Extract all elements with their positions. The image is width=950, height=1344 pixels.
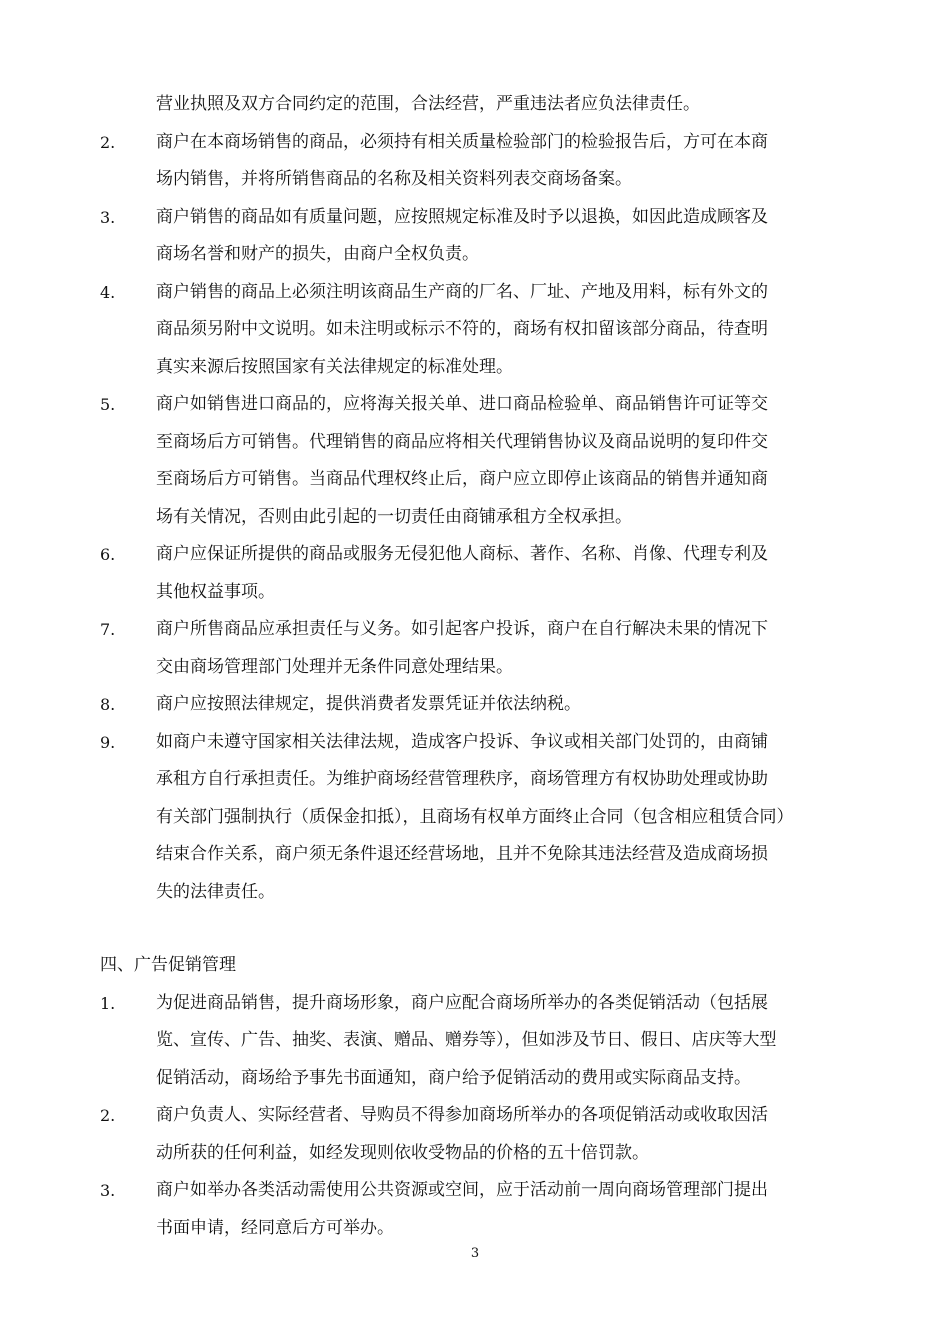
item-number: 4. xyxy=(100,282,116,302)
item-number: 2. xyxy=(100,132,116,152)
item-text xyxy=(156,199,852,274)
text-line: 商户如举办各类活动需使用公共资源或空间，应于活动前一周向商场管理部门提出 xyxy=(156,1180,768,1200)
item-number: 7. xyxy=(100,620,116,639)
text-line: 商场名誉和财产的损失，由商户全权负责。 xyxy=(156,244,479,264)
item-text xyxy=(156,274,852,387)
text-line: 商户负责人、实际经营者、导购员不得参加商场所举办的各项促销活动或收取因活 xyxy=(156,1105,768,1125)
text-line: 商户应保证所提供的商品或服务无侵犯他人商标、著作、名称、肖像、代理专利及 xyxy=(156,544,768,564)
section4-list xyxy=(100,985,852,1248)
item-text xyxy=(156,1097,852,1172)
text-line: 失的法律责任。 xyxy=(156,881,275,902)
text-line: 书面申请，经同意后方可举办。 xyxy=(156,1217,394,1238)
text-line: 如商户未遵守国家相关法律法规，造成客户投诉、争议或相关部门处罚的，由商铺 xyxy=(156,731,768,752)
list-item xyxy=(100,724,852,912)
list-item xyxy=(100,611,852,686)
item-number: 3. xyxy=(100,1181,116,1200)
item-text xyxy=(156,724,852,912)
text-line: 至商场后方可销售。当商品代理权终止后，商户应立即停止该商品的销售并通知商 xyxy=(156,469,768,489)
text-line: 促销活动，商场给予事先书面通知，商户给予促销活动的费用或实际商品支持。 xyxy=(156,1067,751,1088)
item-number: 8. xyxy=(100,695,116,714)
text-line: 商品须另附中文说明。如未注明或标示不符的，商场有权扣留该部分商品，待查明 xyxy=(156,319,768,339)
list-item xyxy=(100,985,852,1098)
text-line: 商户销售的商品如有质量问题，应按照规定标准及时予以退换，如因此造成顾客及 xyxy=(156,206,768,227)
item-number: 9. xyxy=(100,732,116,752)
text-line: 结束合作关系，商户须无条件退还经营场地，且并不免除其违法经营及造成商场损 xyxy=(156,844,768,864)
item-number: 3. xyxy=(100,207,116,227)
item-text xyxy=(156,1172,852,1247)
text-line: 览、宣传、广告、抽奖、表演、赠品、赠券等），但如涉及节日、假日、店庆等大型 xyxy=(156,1030,777,1050)
item-number: 6. xyxy=(100,545,116,564)
text-line: 有关部门强制执行（质保金扣抵），且商场有权单方面终止合同（包含相应租赁合同） xyxy=(156,806,794,827)
text-line: 动所获的任何利益，如经发现则依收受物品的价格的五十倍罚款。 xyxy=(156,1142,649,1163)
item-number: 5. xyxy=(100,395,116,414)
list-item xyxy=(100,1097,852,1172)
item-text xyxy=(156,611,852,686)
text-line: 至商场后方可销售。代理销售的商品应将相关代理销售协议及商品说明的复印件交 xyxy=(156,431,768,452)
list-item xyxy=(100,1172,852,1247)
item-number: 2. xyxy=(100,1106,116,1125)
text-line: 商户所售商品应承担责任与义务。如引起客户投诉，商户在自行解决未果的情况下 xyxy=(156,619,768,639)
list-item xyxy=(100,386,852,536)
text-line: 场有关情况，否则由此引起的一切责任由商铺承租方全权承担。 xyxy=(156,506,632,527)
item-text xyxy=(156,985,852,1098)
page-number: 3 xyxy=(470,1246,480,1261)
item-number: 1. xyxy=(100,993,116,1013)
text-line: 为促进商品销售，提升商场形象，商户应配合商场所举办的各类促销活动（包括展 xyxy=(156,992,768,1013)
list-item xyxy=(100,199,852,274)
text-line: 商户应按照法律规定，提供消费者发票凭证并依法纳税。 xyxy=(156,694,581,714)
item-text xyxy=(156,536,852,611)
list-item xyxy=(100,536,852,611)
list-item xyxy=(100,274,852,387)
text-line: 其他权益事项。 xyxy=(156,581,275,602)
text-line: 场内销售，并将所销售商品的名称及相关资料列表交商场备案。 xyxy=(156,169,632,189)
text-line: 商户如销售进口商品的，应将海关报关单、进口商品检验单、商品销售许可证等交 xyxy=(156,394,768,414)
item-text xyxy=(156,386,852,536)
text-line: 交由商场管理部门处理并无条件同意处理结果。 xyxy=(156,656,513,677)
section-gap xyxy=(100,911,852,947)
list-item xyxy=(100,686,852,724)
section3-list xyxy=(100,124,852,912)
continuation-line: 营业执照及双方合同约定的范围，合法经营，严重违法者应负法律责任。 xyxy=(156,94,700,114)
text-line: 商户在本商场销售的商品，必须持有相关质量检验部门的检验报告后，方可在本商 xyxy=(156,131,768,152)
section-heading: 四、广告促销管理 xyxy=(100,955,236,975)
text-line: 商户销售的商品上必须注明该商品生产商的厂名、厂址、产地及用料，标有外文的 xyxy=(156,281,768,302)
item-text xyxy=(156,686,852,724)
list-item xyxy=(100,124,852,199)
document-body xyxy=(100,86,852,1247)
text-line: 真实来源后按照国家有关法律规定的标准处理。 xyxy=(156,356,513,377)
item-text xyxy=(156,124,852,199)
text-line: 承租方自行承担责任。为维护商场经营管理秩序，商场管理方有权协助处理或协助 xyxy=(156,769,768,789)
